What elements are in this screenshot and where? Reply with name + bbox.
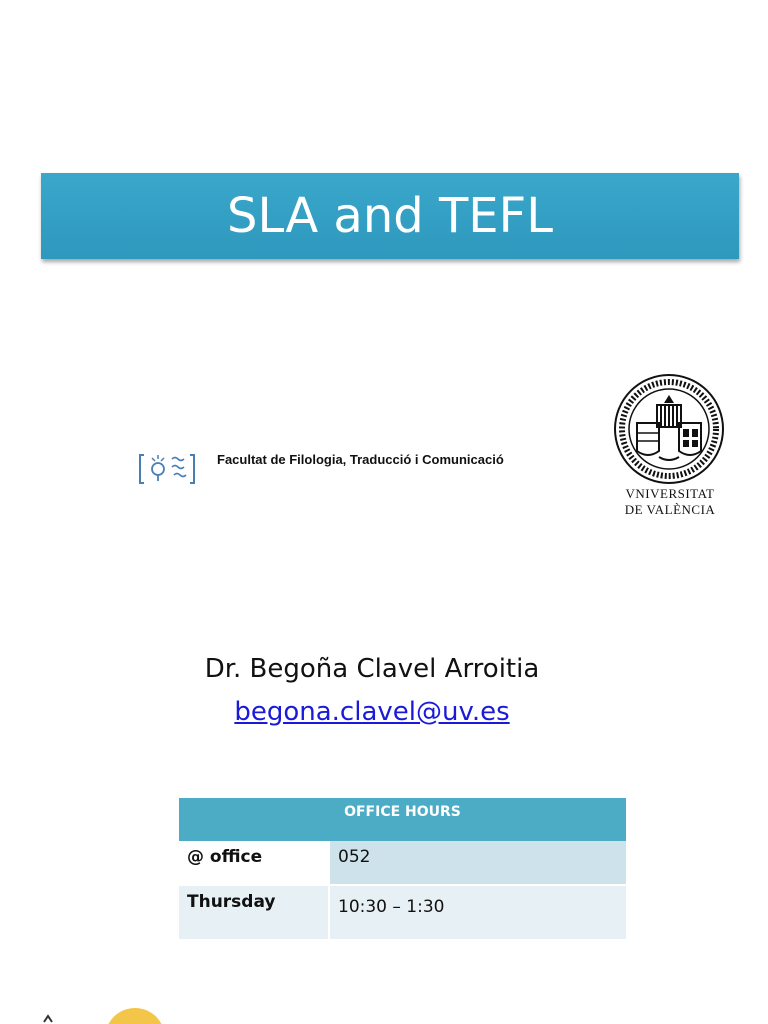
author-email-link[interactable]: begona.clavel@uv.es — [234, 697, 510, 727]
author-name: Dr. Begoña Clavel Arroitia — [204, 654, 540, 684]
faculty-name: Facultat de Filologia, Traducció i Comunicació — [217, 452, 504, 467]
university-wordmark — [600, 486, 740, 518]
title-banner — [41, 173, 739, 259]
university-name-line-2: DE VALÈNCIA — [624, 502, 716, 517]
office-hours-table — [179, 798, 626, 939]
office-hours-header-row — [179, 798, 626, 841]
slide-title: SLA and TEFL — [227, 188, 553, 244]
row-label-day: Thursday — [179, 885, 329, 939]
decorative-corner-art — [30, 1008, 190, 1024]
university-name-line-1: VNIVERSITAT — [625, 486, 715, 501]
faculty-logo-icon — [138, 449, 196, 489]
row-value-time: 10:30 – 1:30 — [329, 885, 626, 939]
office-hours-header: OFFICE HOURS — [179, 798, 626, 841]
table-row — [179, 841, 626, 885]
row-value-office: 052 — [329, 841, 626, 885]
row-label-office: @ office — [179, 841, 329, 885]
table-row — [179, 885, 626, 939]
university-seal-icon — [613, 373, 725, 485]
